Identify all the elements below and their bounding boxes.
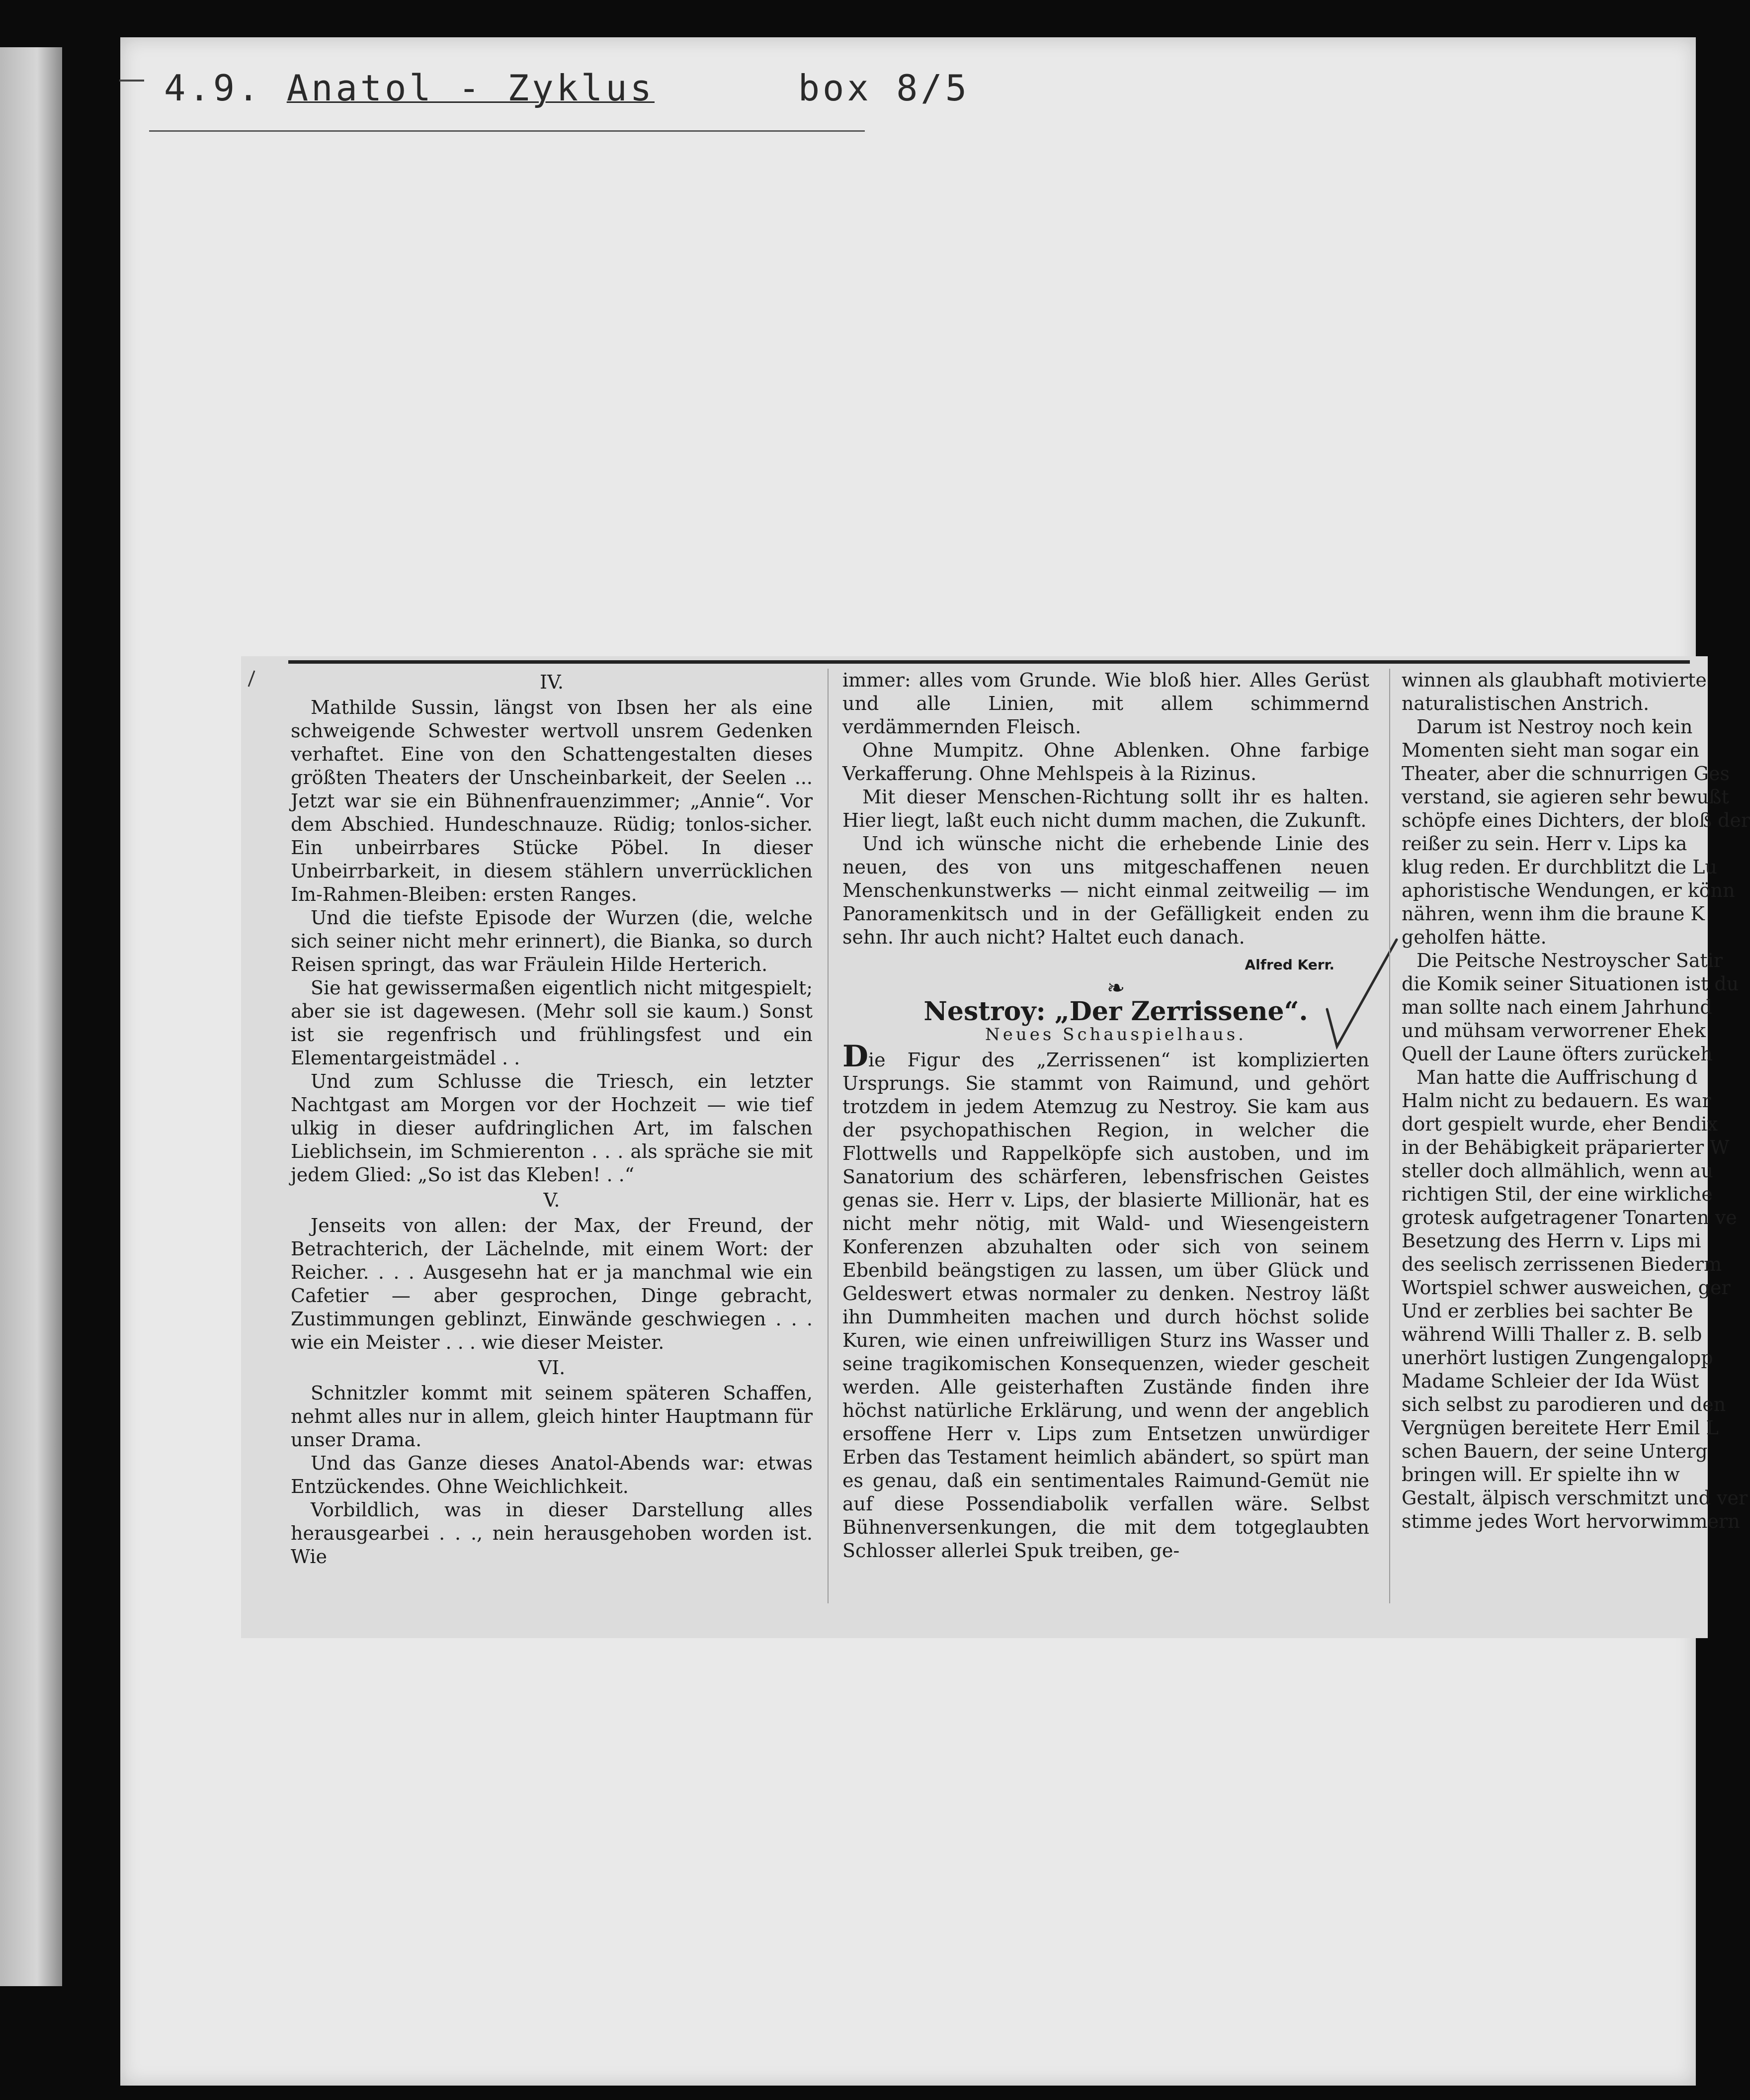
text-line: Und er zerblies bei sachter Be — [1402, 1300, 1693, 1322]
text-line: steller doch allmählich, wenn au — [1402, 1160, 1713, 1182]
paragraph: Und das Ganze dieses Anatol-Abends war: etwas Entzückendes. Ohne Weichlichkeit. — [291, 1452, 813, 1497]
column-kerr-conclusion-and-nestroy — [842, 669, 1369, 1563]
text-line: Wortspiel schwer ausweichen, ger — [1402, 1277, 1731, 1299]
header-underline — [149, 130, 865, 132]
paragraph: Sie hat gewissermaßen eigentlich nicht mitgespielt; aber sie ist dagewesen. (Mehr soll sie kaum.) Sonst ist sie regenfrisch und frühlingsfest und ein Elementargeistmädel . . — [291, 977, 813, 1069]
text-line: bringen will. Er spielte ihn w — [1402, 1464, 1680, 1486]
text-line: richtigen Stil, der eine wirkliche — [1402, 1183, 1713, 1205]
paragraph: Schnitzler kommt mit seinem späteren Schaffen, nehmt alles nur in allem, gleich hinter Hauptmann für unser Drama. — [291, 1382, 813, 1451]
text-line: Die Peitsche Nestroyscher Satir — [1417, 950, 1723, 971]
collection-title: Anatol - Zyklus — [286, 67, 655, 109]
article-subheading: Neues Schauspielhaus. — [985, 1025, 1247, 1045]
column-divider — [1389, 669, 1390, 1603]
text-line: aphoristische Wendungen, er könn — [1402, 879, 1735, 901]
text-line: grotesk aufgetragener Tonarten ve — [1402, 1207, 1737, 1228]
text-line: und mühsam verworrener Ehek — [1402, 1020, 1706, 1042]
paragraph: Ohne Mumpitz. Ohne Ablenken. Ohne farbige Verkafferung. Ohne Mehlspeis à la Rizinus. — [842, 739, 1369, 785]
column-divider — [828, 669, 829, 1603]
paragraph: immer: alles vom Grunde. Wie bloß hier. Alles Gerüst und alle Linien, mit allem schimmernd verdämmernden Fleisch. — [842, 669, 1369, 738]
text-line: Gestalt, älpisch verschmitzt und ver — [1402, 1487, 1748, 1509]
text-line: winnen als glaubhaft motivierte — [1402, 669, 1707, 691]
text-line: klug reden. Er durchblitzt die Lu — [1402, 856, 1717, 878]
section-heading: VI. — [538, 1357, 566, 1379]
text-line: man sollte nach einem Jahrhund — [1402, 996, 1712, 1018]
paragraph: Mathilde Sussin, längst von Ibsen her als eine schweigende Schwester wertvoll unsrem Gedenken verhaftet. Eine von den Schattengestalten dieses größten Theaters der Unscheinbarkeit, der Seelen ... Jetzt war sie ein Bühnenfrauenzimmer; „Annie“. Vor dem Abschied. Hundeschnauze. Rüdig; tonlos-sicher. Ein unbeirrbares Stücke Pöbel. In dieser Unbeirrbarkeit, in diesem stählern unverrücklichen Im-Rahmen-Bleiben: ersten Ranges. — [291, 697, 813, 905]
text-line: Quell der Laune öfters zurückeh — [1402, 1043, 1713, 1065]
text-line: Darum ist Nestroy noch kein — [1417, 716, 1693, 738]
article-body — [842, 1039, 1369, 1563]
text-line: in der Behäbigkeit präparierter W — [1402, 1137, 1730, 1158]
catalog-number: 4.9. — [164, 67, 262, 109]
text-line: naturalistischen Anstrich. — [1402, 693, 1650, 714]
corner-mark — [119, 80, 144, 82]
author-signature: Alfred Kerr. — [1245, 957, 1334, 973]
column-nestroy-continued — [1402, 669, 1750, 1564]
section-heading: IV. — [540, 671, 564, 693]
text-line: während Willi Thaller z. B. selb — [1402, 1323, 1702, 1345]
clipping-top-rule — [288, 660, 1690, 664]
text-line: unerhört lustigen Zungengalopp — [1402, 1347, 1713, 1369]
archive-header — [164, 67, 970, 109]
ornament-icon: ❧ — [1106, 975, 1125, 1001]
text-line: Theater, aber die schnurrigen Ges — [1402, 763, 1730, 785]
text-line: geholfen hätte. — [1402, 926, 1547, 948]
column-kerr-review — [291, 669, 813, 1569]
text-line: schöpfe eines Dichters, der bloß der — [1402, 809, 1750, 831]
text-line: Halm nicht zu bedauern. Es war — [1402, 1090, 1711, 1112]
text-line: verstand, sie agieren sehr bewußt — [1402, 786, 1729, 808]
pencil-mark-icon — [244, 669, 258, 689]
paragraph: Vorbildlich, was in dieser Darstellung alles herausgearbei . . ., nein herausgehoben worden ist. Wie — [291, 1499, 813, 1568]
text-line: stimme jedes Wort hervorwimmern — [1402, 1510, 1740, 1532]
text-line: sich selbst zu parodieren und den — [1402, 1394, 1726, 1415]
box-label: box 8/5 — [798, 67, 970, 109]
paragraph: Mit dieser Menschen-Richtung sollt ihr es halten. Hier liegt, laßt euch nicht dumm machen, die Zukunft. — [842, 786, 1369, 831]
text-line: Besetzung des Herrn v. Lips mi — [1402, 1230, 1701, 1252]
paragraph: Jenseits von allen: der Max, der Freund, der Betrachterich, der Lächelnde, mit einem Wort: der Reicher. . . . Ausgesehn hat er ja manchmal wie ein Cafetier — aber gesprochen, Dinge gebracht, Zustimmungen geblinzt, Einwände geschwiegen . . . wie ein Meister . . . wie dieser Meister. — [291, 1215, 813, 1353]
text-line: reißer zu sein. Herr v. Lips ka — [1402, 833, 1687, 855]
paragraph: Und zum Schlusse die Triesch, ein letzter Nachtgast am Morgen vor der Hochzeit — wie tief ulkig in dieser aufdringlichen Art, im falschen Lieblichsein, im Schmierenton . . . als spräche sie mit jedem Glied: „So ist das Kleben! . .“ — [291, 1070, 813, 1186]
text-line: Vergnügen bereitete Herr Emil L — [1402, 1417, 1719, 1439]
adjacent-page-edge — [0, 47, 62, 1986]
paragraph: Und ich wünsche nicht die erhebende Linie des neuen, des von uns mitgeschaffenen neuen Menschenkunstwerks — nicht einmal zeitweilig — im Panoramenkitsch und in der Gefälligkeit enden zu sehn. Ihr auch nicht? Haltet euch danach. — [842, 833, 1369, 948]
section-heading: V. — [543, 1189, 560, 1211]
text-line: dort gespielt wurde, eher Bendix — [1402, 1113, 1718, 1135]
text-line: Man hatte die Auffrischung d — [1417, 1066, 1698, 1088]
paragraph: Und die tiefste Episode der Wurzen (die, welche sich seiner nicht mehr erinnert), die Bianka, so durch Reisen springt, das war Fräulein Hilde Herterich. — [291, 907, 813, 975]
text-line: schen Bauern, der seine Unterg — [1402, 1440, 1708, 1462]
text-line: nähren, wenn ihm die braune K — [1402, 903, 1705, 925]
text-line: Momenten sieht man sogar ein — [1402, 739, 1700, 761]
drop-cap: D — [842, 1039, 869, 1074]
text-line: Madame Schleier der Ida Wüst — [1402, 1370, 1699, 1392]
article-headline: Nestroy: „Der Zerrissene“. — [923, 996, 1308, 1027]
text-line: die Komik seiner Situationen ist du — [1402, 973, 1739, 995]
text-line: des seelisch zerrissenen Biederm — [1402, 1253, 1722, 1275]
article-body-text: ie Figur des „Zerrissenen“ ist komplizierten Ursprungs. Sie stammt von Raimund, und gehört trotzdem in jedem Atemzug zu Nestroy. Sie kam aus der psychopathischen Region, in welcher die Flottwells und Rappelköpfe sich austoben, und im Sanatorium des schärferen, lebensfrischen Geistes genas sie. Herr v. Lips, der blasierte Millionär, hat es nicht mehr nötig, mit Wald- und Wiesengeistern Konferenzen abzuhalten oder sich von seinem Ebenbild beängstigen zu lassen, um über Glück und Geldeswert etwas normaler zu denken. Nestroy läßt ihn Dummheiten machen und durch höchst solide Kuren, wie einen unfreiwilligen Sturz ins Wasser und seine tragikomischen Konsequenzen, wieder gescheit werden. Alle geisterhaften Zustände finden ihre höchst natürliche Erklärung, und wenn der angeblich ersoffene Herr v. Lips zum Entsetzen unwürdiger Erben das Testament heimlich abändert, so spürt man es genau, daß ein sentimentales Raimund-Gemüt nie auf diese Possendiabolik verfallen wäre. Selbst Bühnenversenkungen, die mit dem totgeglaubten Schlosser allerlei Spuk treiben, ge- — [842, 1049, 1369, 1562]
